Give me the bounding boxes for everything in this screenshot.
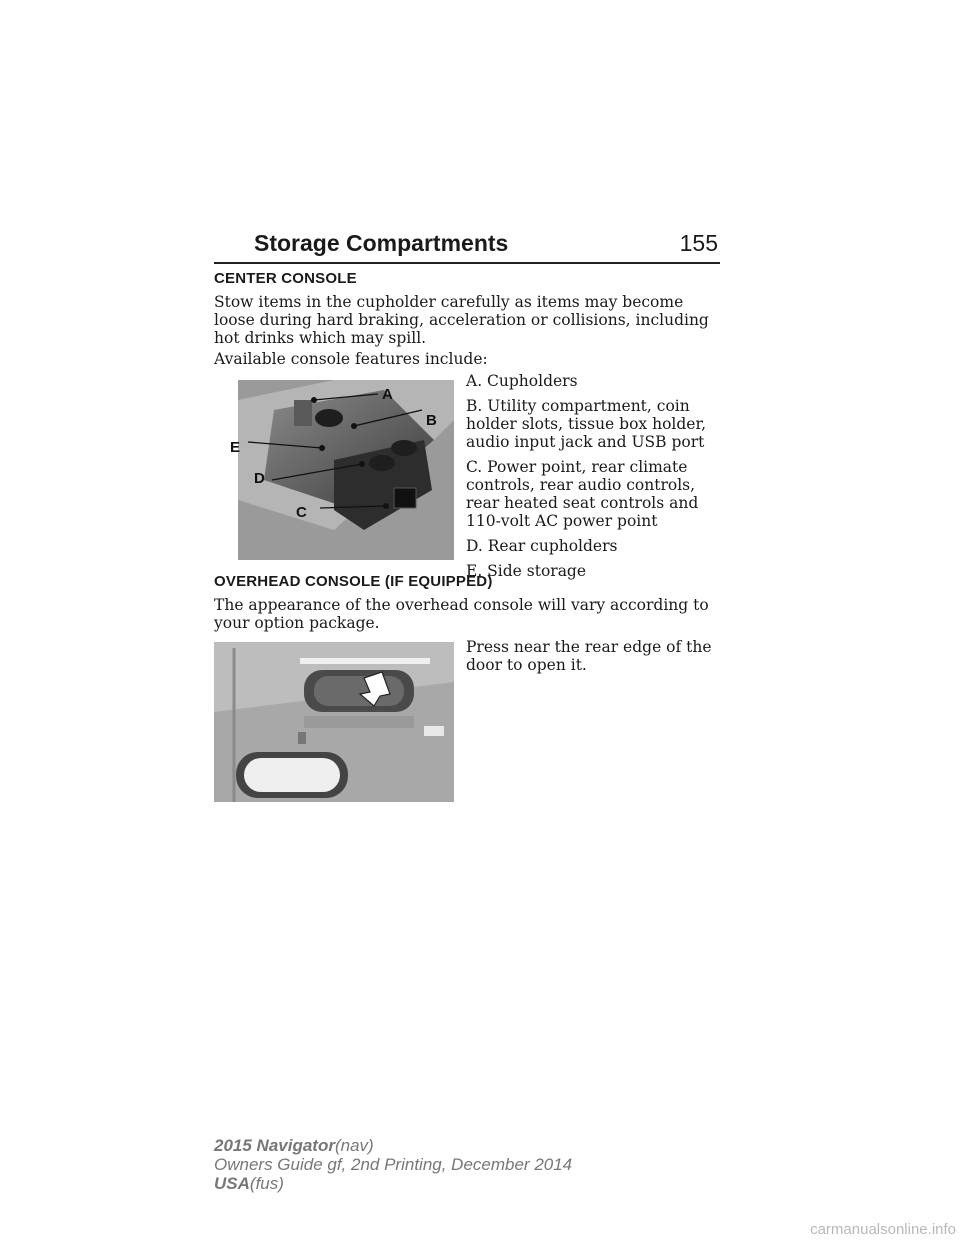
console-features-intro: Available console features include: xyxy=(214,350,488,368)
callout-dot-c xyxy=(383,503,389,509)
overhead-console-intro: The appearance of the overhead console will vary according to your option package. xyxy=(214,596,709,632)
callout-dot-e xyxy=(319,445,325,451)
document-footer xyxy=(214,1136,572,1193)
feature-item: B. Utility compartment, coin holder slots, tissue box holder, audio input jack and USB port xyxy=(466,397,707,451)
callout-label-b: B xyxy=(426,412,437,429)
mirror-mount xyxy=(298,732,306,744)
rear-cupholder-right xyxy=(391,440,417,456)
feature-item: D. Rear cupholders xyxy=(466,537,618,555)
footer-line-3: USA(fus) xyxy=(214,1174,284,1193)
page-number: 155 xyxy=(679,230,718,256)
console-door-inner xyxy=(314,676,404,706)
center-console-figure xyxy=(214,380,454,560)
callout-label-e: E xyxy=(230,439,241,456)
callout-dot-d xyxy=(359,461,365,467)
footer-line-1: 2015 Navigator(nav) xyxy=(214,1136,374,1155)
console-feature-list xyxy=(466,372,726,587)
section-title: Storage Compartments xyxy=(254,230,509,256)
footer-line-2: Owners Guide gf, 2nd Printing, December 2014 xyxy=(214,1155,573,1174)
overhead-console-heading: OVERHEAD CONSOLE (IF EQUIPPED) xyxy=(214,573,493,590)
feature-item: E. Side storage xyxy=(466,562,587,580)
callout-label-d: D xyxy=(254,470,265,487)
side-light xyxy=(424,726,444,736)
callout-dot-b xyxy=(351,423,357,429)
shifter xyxy=(294,400,312,426)
callout-label-c: C xyxy=(296,504,307,521)
feature-item: A. Cupholders xyxy=(466,372,578,390)
mirror-glass xyxy=(244,758,340,792)
feature-item: C. Power point, rear climate controls, rear audio controls, rear heated seat controls and 110-volt AC power point xyxy=(466,458,699,530)
callout-label-a: A xyxy=(382,386,393,403)
overhead-console-figure xyxy=(214,642,454,802)
rear-cupholder-left xyxy=(369,455,395,471)
callout-dot-a xyxy=(311,397,317,403)
page-header xyxy=(214,228,720,264)
overhead-console-instruction: Press near the rear edge of the door to open it. xyxy=(466,638,712,674)
watermark: carmanualsonline.info xyxy=(810,1221,956,1238)
console-trim-strip xyxy=(300,658,430,664)
front-cupholder xyxy=(315,409,343,427)
cupholder-warning: Stow items in the cupholder carefully as items may become loose during hard braking, acceleration or collisions, including hot drinks which may spill. xyxy=(214,293,709,347)
console-base xyxy=(304,716,414,728)
center-console-heading: CENTER CONSOLE xyxy=(214,270,357,287)
power-point-panel xyxy=(394,488,416,508)
